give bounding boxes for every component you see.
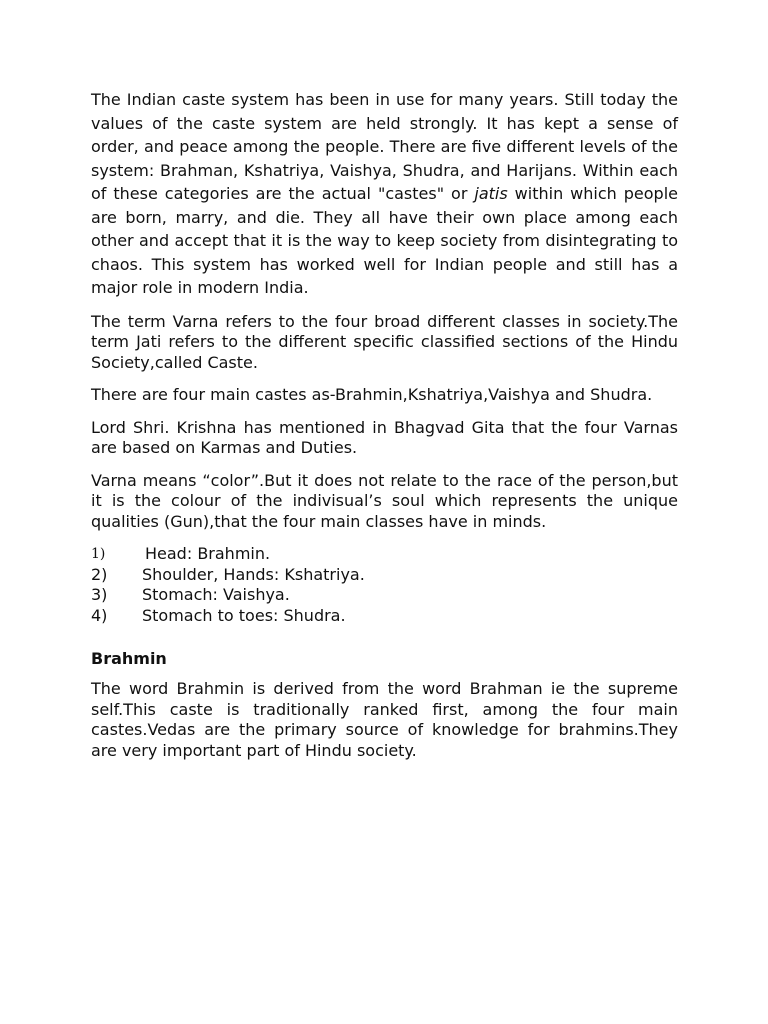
paragraph-varna-color: Varna means “color”.But it does not relate to the race of the person,but it is the colour of the indivisual’s soul which represents the unique qualities (Gun),that the four main classes have in minds. <box>91 470 678 531</box>
intro-emphasis-jatis: jatis <box>474 184 508 203</box>
list-item <box>91 585 678 606</box>
list-item-number: 3) <box>91 585 108 604</box>
intro-paragraph <box>91 88 678 300</box>
section-heading-brahmin: Brahmin <box>91 649 167 668</box>
list-item-number: 2) <box>91 564 108 584</box>
list-item <box>91 565 678 586</box>
list-item-text: Head: Brahmin. <box>145 544 271 563</box>
paragraph-brahmin: The word Brahmin is derived from the word Brahman ie the supreme self.This caste is traditionally ranked first, among the four main castes.Vedas are the primary source of knowledge for brahmins.They are very important part of Hindu society. <box>91 679 678 760</box>
paragraph-four-castes: There are four main castes as-Brahmin,Kshatriya,Vaishya and Shudra. <box>91 385 653 404</box>
document-content <box>91 88 678 773</box>
intro-text-start: The Indian caste system has been in use for many years. Still today the values of the caste system are held strongly. It has kept a sense of order, and peace among the people. There are five different levels of the system: Brahman, Kshatriya, Vaishya, Shudra, and Harijans. Within each of these categories are the actual "castes" or <box>91 90 678 203</box>
list-item <box>91 544 678 565</box>
paragraph-varna-jati: The term Varna refers to the four broad different classes in society.The term Jati refers to the different specific classified sections of the Hindu Society,called Caste. <box>91 311 678 372</box>
list-item-number: 4) <box>91 605 108 625</box>
list-item-number: 1) <box>91 546 106 562</box>
list-item <box>91 606 678 627</box>
list-item-text: Shoulder, Hands: Kshatriya. <box>142 564 365 584</box>
list-item-text: Stomach to toes: Shudra. <box>142 605 346 625</box>
paragraph-bhagvad-gita: Lord Shri. Krishna has mentioned in Bhagvad Gita that the four Varnas are based on Karmas and Duties. <box>91 417 678 457</box>
varna-body-list <box>91 544 678 626</box>
intro-text-end: within which people are born, marry, and die. They all have their own place among each other and accept that it is the way to keep society from disintegrating to chaos. This system has worked well for Indian people and still has a major role in modern India. <box>91 184 678 297</box>
list-item-text: Stomach: Vaishya. <box>142 585 290 604</box>
